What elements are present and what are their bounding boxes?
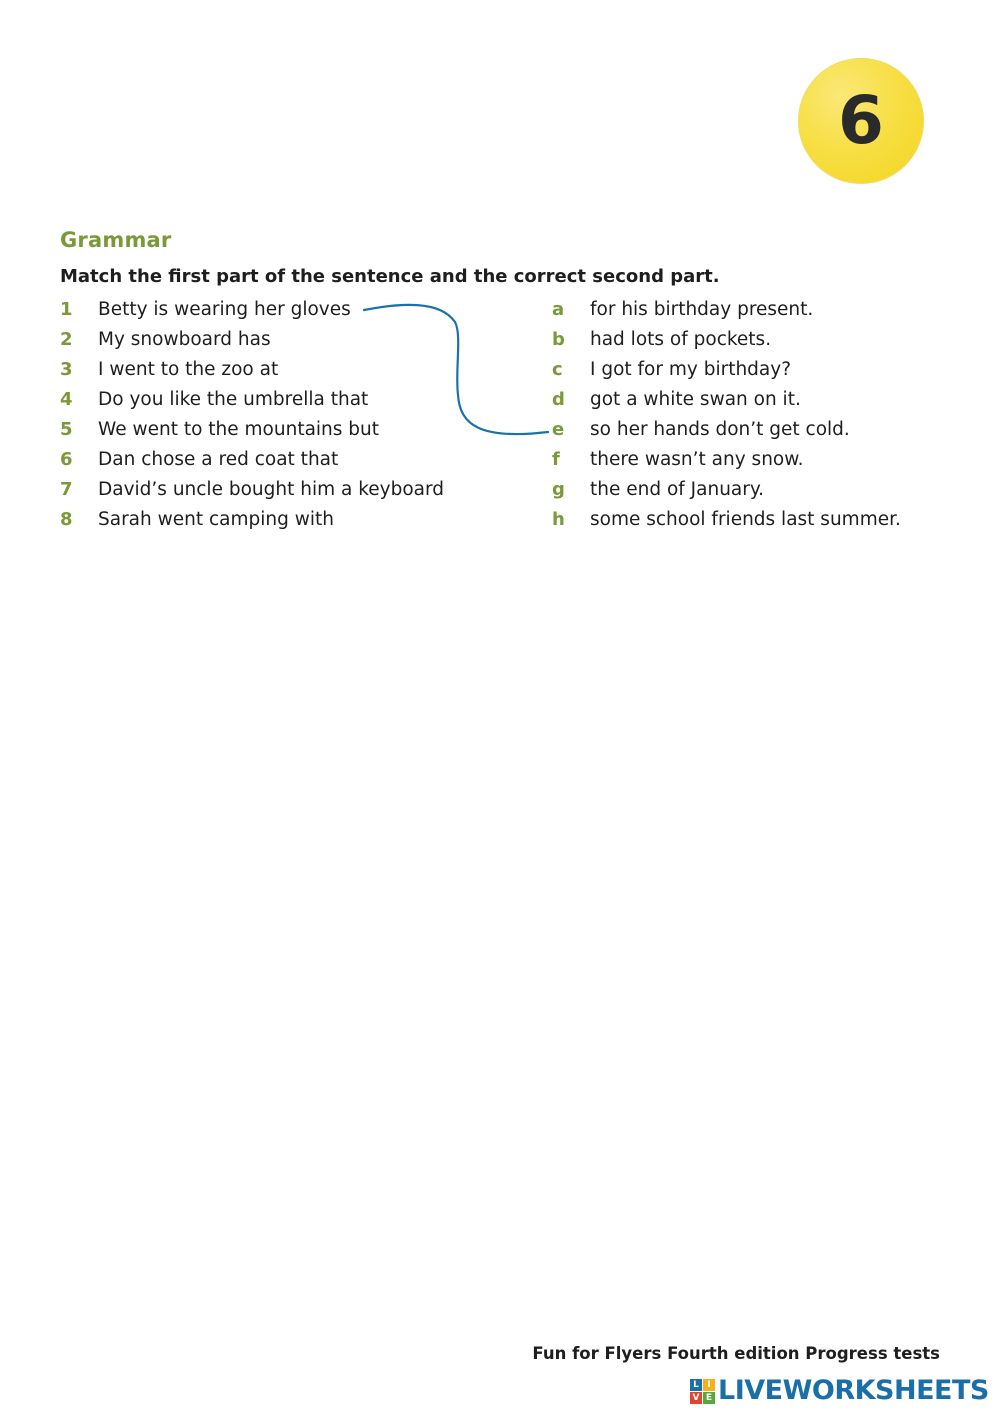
sentence-start-text: Do you like the umbrella that [98,389,369,410]
sentence-ending-text: for his birthday present. [590,299,814,320]
liveworksheets-logo-text: LIVEWORKSHEETS [718,1375,989,1406]
sentence-start-text: Betty is wearing her gloves [98,299,351,320]
item-number: 7 [60,479,73,500]
sentence-start-5[interactable] [60,415,444,445]
test-number: 6 [838,82,884,159]
liveworksheets-logo [690,1376,989,1406]
item-letter: a [552,299,565,320]
item-number: 1 [60,299,73,320]
sentence-ending-text: had lots of pockets. [590,329,772,350]
sentence-start-4[interactable] [60,385,444,415]
sentence-start-text: My snowboard has [98,329,271,350]
sentence-start-6[interactable] [60,445,444,475]
section-title: Grammar [60,228,172,252]
item-letter: b [552,329,565,350]
item-letter: g [552,479,565,500]
item-number: 8 [60,509,73,530]
item-letter: f [552,449,560,470]
sentence-ending-text: got a white swan on it. [590,389,801,410]
logo-letter: L [690,1379,702,1391]
liveworksheets-logo-icon [690,1379,715,1404]
sentence-ending-f[interactable] [552,445,901,475]
sentence-start-7[interactable] [60,475,444,505]
logo-letter: V [690,1392,702,1404]
sentence-start-2[interactable] [60,325,444,355]
sentence-ending-b[interactable] [552,325,901,355]
sentence-ending-text: there wasn’t any snow. [590,449,804,470]
sentence-ending-a[interactable] [552,295,901,325]
sentence-start-text: I went to the zoo at [98,359,279,380]
sentence-start-1[interactable] [60,295,444,325]
item-number: 4 [60,389,73,410]
item-letter: h [552,509,565,530]
logo-letter: E [703,1392,715,1404]
sentence-ending-text: so her hands don’t get cold. [590,419,850,440]
sentence-start-text: We went to the mountains but [98,419,380,440]
item-number: 5 [60,419,73,440]
sentence-ending-e[interactable] [552,415,901,445]
sentence-ending-c[interactable] [552,355,901,385]
sentence-start-text: Dan chose a red coat that [98,449,339,470]
item-number: 6 [60,449,73,470]
item-number: 3 [60,359,73,380]
sentence-endings-list [552,295,901,535]
item-letter: e [552,419,565,440]
sentence-start-text: Sarah went camping with [98,509,335,530]
test-number-badge [798,58,924,184]
sentence-ending-g[interactable] [552,475,901,505]
logo-letter: I [703,1379,715,1391]
sentence-starts-list [60,295,444,535]
sentence-start-8[interactable] [60,505,444,535]
sentence-ending-h[interactable] [552,505,901,535]
instruction-text: Match the first part of the sentence and the correct second part. [60,266,720,287]
sentence-start-text: David’s uncle bought him a keyboard [98,479,445,500]
footer-title: Fun for Flyers Fourth edition Progress tests [532,1344,940,1363]
sentence-ending-d[interactable] [552,385,901,415]
sentence-ending-text: I got for my birthday? [590,359,792,380]
item-letter: c [552,359,563,380]
item-letter: d [552,389,565,410]
item-number: 2 [60,329,73,350]
sentence-ending-text: the end of January. [590,479,765,500]
sentence-ending-text: some school friends last summer. [590,509,901,530]
sentence-start-3[interactable] [60,355,444,385]
